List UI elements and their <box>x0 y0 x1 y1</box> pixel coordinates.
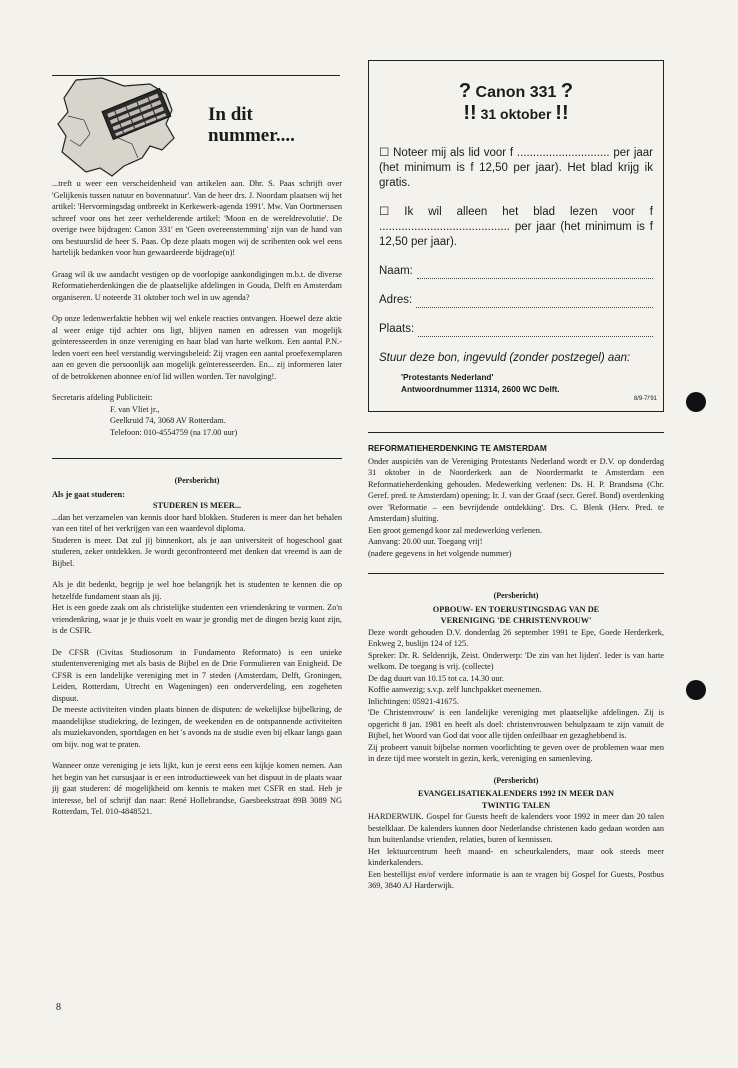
studeren-paragraph: Wanneer onze vereniging je iets lijkt, kun je eerst eens een kijkje komen nemen. Aan het begin van het cursusjaar is er een introductieweek van het dispuut in de plaats waar jij gaat studeren: dé mogelijkheid om kennis te maken met CSFR en stad. Heb je interesse, bel of schrijf dan naar: René Hollebrandse, Gaesbeekstraat 89B 3089 NG Rotterdam, Tel. 010-4848521. <box>52 761 342 816</box>
address-input-line[interactable] <box>416 298 653 308</box>
studeren-paragraph: De meeste activiteiten vinden plaats binnen de disputen: de wekelijkse bijbelkring, de maandelijkse studiekring, de lezingen, de weekenden en de ontspannende activiteiten als muziekavonden, sportdagen en het 's avonds na de studie even bij elkaar langs gaan om bijv. nog wat te praten. <box>52 705 342 749</box>
christenvrouw-paragraph: Koffie aanwezig; s.v.p. zelf lunchpakket meenemen. <box>368 685 542 694</box>
persbericht-label: (Persbericht) <box>493 591 539 600</box>
christenvrouw-paragraph: De dag duurt van 10.15 tot ca. 14.30 uur. <box>368 673 504 683</box>
kalenders-title: EVANGELISATIEKALENDERS 1992 IN MEER DAN <box>417 789 615 798</box>
persbericht-label: (Persbericht) <box>493 775 539 785</box>
subscription-option-text: Ik wil alleen het blad lezen voor f ......................................... per jaar (het minimum is f 12,50 per jaar). <box>379 206 653 248</box>
checkbox-icon[interactable]: ☐ <box>379 206 390 218</box>
address-field[interactable] <box>379 293 653 308</box>
christenvrouw-paragraph: Spreker: Dr. R. Seldenrijk, Zeist. Onderwerp: 'De zin van het lijden'. Ieder is van harte welkom. De toegang is vrij. (collecte) <box>368 650 664 671</box>
left-column <box>52 60 342 828</box>
secretariaat-label: Secretaris afdeling Publiciteit: <box>52 393 153 402</box>
city-field[interactable] <box>379 322 653 337</box>
studeren-title: STUDEREN IS MEER... <box>152 501 242 510</box>
amsterdam-line: Aanvang: 20.00 uur. Toegang vrij! <box>368 537 483 546</box>
right-column <box>368 60 664 892</box>
studeren-kicker: Als je gaat studeren: <box>52 489 125 499</box>
intro-paragraph-1: ...treft u weer een verscheidenheid van artikelen aan. Dhr. S. Paas schrijft over 'Gelijkenis tussen natuur en bovennatuur'. Van de heer drs. J. Noordam plaatsen wij het artikel: 'Hervormingsdag ontbreekt in Kerkewerk-agenda 1991'. Mw. Van Oortmerssen schreef voor ons het zeer verhelderende artikel: 'Moon en de wereldrevolutie'. De overige twee bijdragen: Canon 331' en 'Geen overeenstemming' zijn van de hand van ons bestuurslid de heer S. Paas. Op deze plaats mogen wij de scribenten ook wel eens hartelijk bedanken voor hun gewaardeerde bijdrage(n)! <box>52 179 342 257</box>
amsterdam-title: REFORMATIEHERDENKING TE AMSTERDAM <box>368 443 547 453</box>
netherlands-map-books-icon <box>54 76 194 178</box>
address-label: Adres: <box>379 294 413 306</box>
page-number: 8 <box>56 1002 61 1013</box>
coupon-title: ? Canon 331 ? <box>458 80 574 102</box>
coupon-address-1: 'Protestants Nederland' <box>401 372 494 382</box>
intro-paragraph-2: Graag wil ik uw aandacht vestigen op de voorlopige aankondigingen m.b.t. de diverse Reformatieherdenkingen die de plaatselijke afdelingen in Gouda, Delft en Amsterdam organiseren. U noteerde 31 oktober toch wel in uw agenda? <box>52 269 342 302</box>
address-line-2: Geelkruid 74, 3068 AV Rotterdam. <box>110 416 226 425</box>
kalenders-paragraph: Een bestellijst en/of verdere informatie is aan te vragen bij Gospel for Guests, Postbus 369, 3840 AJ Harderwijk. <box>368 869 664 890</box>
christenvrouw-paragraph: Zij probeert vanuit bijbelse normen voorlichting te geven over de problemen waar men in deze tijd mee worstelt in gezin, kerk, vereniging en samenleving. <box>368 742 664 763</box>
city-label: Plaats: <box>379 323 415 335</box>
christenvrouw-title: OPBOUW- EN TOERUSTINGSDAG VAN DE <box>432 604 600 614</box>
amsterdam-line: Een groot gemengd koor zal medewerking verlenen. <box>368 525 542 535</box>
checkbox-icon[interactable]: ☐ <box>379 147 390 159</box>
kalenders-title: TWINTIG TALEN <box>481 800 551 810</box>
amsterdam-body: Onder auspiciën van de Vereniging Protestants Nederland wordt er D.V. op donderdag 31 oktober in de Noorderkerk aan de Noordermarkt te Amsterdam een Reformatieherdenking gehouden. Medewerking verlenen: Ds. H. P. Brandsma (Chr. Geref. pred. te Amsterdam) opening; Ir. J. van der Graaf (secr. Geref. Bond) overdenking over 'Reformatie – een bevrijdende ontdekking'. Drs. C. Blenk (Herv. Pred. te Amsterdam) sluiting. <box>368 456 664 523</box>
membership-coupon <box>368 60 664 412</box>
name-field[interactable] <box>379 264 653 279</box>
header <box>52 60 342 178</box>
membership-option[interactable] <box>379 146 653 191</box>
kalenders-paragraph: Het lektuurcentrum heeft maand- en scheurkalenders, maar ook steeds meer kinderkalenders. <box>368 846 664 867</box>
intro-paragraph-3: Op onze ledenwerfaktie hebben wij wel enkele reacties ontvangen. Hoewel deze aktie al weer enige tijd achter ons ligt, blijven namen en adressen van mogelijk geïnteresseerden in onze vereniging en haar blad van harte welkom. Een aantal P.N.-leden voert een heel verstandig wervingsbeleid: Zij vragen een aantal proefexemplaren aan en geven die persoonlijk aan mogelijk geïnteresseerden. En... zij informeren later of de betrokkenen abonnee en/of lid willen worden. Ter navolging!. <box>52 314 342 381</box>
city-input-line[interactable] <box>418 327 653 337</box>
section-divider <box>368 432 664 433</box>
punch-hole <box>686 392 706 412</box>
christenvrouw-paragraph: Deze wordt gehouden D.V. donderdag 26 september 1991 te Epe, Goede Herderkerk, Enkweg 2, buslijn 124 of 125. <box>368 627 664 648</box>
studeren-paragraph: De CFSR (Civitas Studiosorum in Fundamento Reformato) is een unieke studentenvereniging met als basis de Bijbel en de Drie Formulieren van Enigheid. De CFSR is een landelijke vereniging met in 7 steden (Amsterdam, Delft, Groningen, Leiden, Rotterdam, Utrecht en Wageningen) een onderverdeling, een zogeheten dispuut. <box>52 647 342 703</box>
address-line-3: Telefoon: 010-4554759 (na 17.00 uur) <box>110 427 238 437</box>
coupon-instruction: Stuur deze bon, ingevuld (zonder postzegel) aan: <box>379 352 631 364</box>
section-divider <box>52 458 342 459</box>
persbericht-label: (Persbericht) <box>174 476 220 485</box>
christenvrouw-paragraph: Inlichtingen: 05921-41675. <box>368 696 459 706</box>
studeren-paragraph: Het is een goede zaak om als christelijke studenten een vriendenkring te vormen. Zo'n vriendenkring, waar je je thuis voelt en waar je grondig met de dingen bezig kunt zijn, is de CSFR. <box>52 603 342 635</box>
christenvrouw-title: VERENIGING 'DE CHRISTENVROUW' <box>440 616 592 625</box>
subscription-option[interactable] <box>379 205 653 250</box>
coupon-code: 8/9-7/'91 <box>633 395 657 402</box>
christenvrouw-paragraph: 'De Christenvrouw' is een landelijke vereniging met plaatselijke afdelingen. Zij is opgericht 8 jan. 1981 en heeft als doel: christenvrouwen behulpzaam te zijn vanuit de Bijbel, het Woord van God dat voor alle tijden onfeilbaar en gezaghebbend is. <box>368 708 664 740</box>
studeren-paragraph: ...dan het verzamelen van kennis door hard blokken. Studeren is meer dan het behalen van een titel of het verkrijgen van een waardevol diploma. <box>52 512 342 533</box>
coupon-address-2: Antwoordnummer 11314, 2600 WC Delft. <box>401 384 560 394</box>
page-title: In dit nummer.... <box>208 104 295 146</box>
amsterdam-line: (nadere gegevens in het volgende nummer) <box>368 548 512 558</box>
studeren-paragraph: Als je dit bedenkt, begrijp je wel hoe belangrijk het is studenten te kennen die op hetzelfde fundament staan als jij. <box>52 580 342 601</box>
name-label: Naam: <box>379 265 413 277</box>
name-input-line[interactable] <box>417 269 653 279</box>
punch-hole <box>686 680 706 700</box>
coupon-date: !! 31 oktober !! <box>463 102 569 124</box>
address-line-1: F. van Vliet jr., <box>110 404 160 414</box>
section-divider <box>368 573 664 574</box>
membership-option-text: Noteer mij als lid voor f ............................. per jaar (het minimum is f 12,50 per jaar). Het blad krijg ik gratis. <box>379 147 653 189</box>
studeren-paragraph: Studeren is meer. Dat zul jij binnenkort, als je aan universiteit of hogeschool gaat studeren, zeker ontdekken. Je wordt geconfronteerd met denken dat vreemd is aan de Bijbel. <box>52 535 342 568</box>
kalenders-paragraph: HARDERWIJK. Gospel for Guests heeft de kalenders voor 1992 in meer dan 20 talen bestelklaar. De kalenders kunnen door Nederlandse christenen kado gedaan worden aan hun buitenlandse vrienden, relaties, buren of kennissen. <box>368 812 664 844</box>
